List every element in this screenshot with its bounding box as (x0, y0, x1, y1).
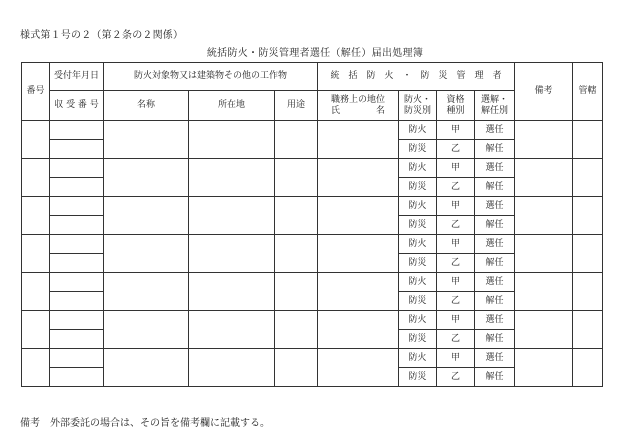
entry-use-cell[interactable] (275, 311, 318, 349)
disaster-label: 防災 (399, 330, 437, 349)
fire-label: 防火 (399, 235, 437, 254)
entry-receipt-number-cell[interactable] (50, 216, 104, 235)
header-name: 名称 (104, 91, 189, 121)
entry-receipt-number-cell[interactable] (50, 292, 104, 311)
otsu-label: 乙 (437, 254, 475, 273)
appoint-label: 選任 (475, 159, 515, 178)
dismiss-label: 解任 (475, 368, 515, 387)
entry-received-date-cell[interactable] (50, 197, 104, 216)
entry-remarks-cell[interactable] (515, 159, 573, 197)
entry-location-cell[interactable] (189, 349, 275, 387)
header-jurisdiction: 管轄 (573, 63, 603, 121)
entry-name-cell[interactable] (104, 349, 189, 387)
dismiss-label: 解任 (475, 140, 515, 159)
entry-number-cell[interactable] (22, 121, 50, 159)
header-building-group: 防火対象物又は建築物その他の工作物 (104, 63, 318, 91)
header-remarks: 備考 (515, 63, 573, 121)
entry-use-cell[interactable] (275, 235, 318, 273)
table-row (22, 121, 603, 140)
appoint-label: 選任 (475, 273, 515, 292)
fire-label: 防火 (399, 197, 437, 216)
table-row (22, 311, 603, 330)
entry-jurisdiction-cell[interactable] (573, 159, 603, 197)
table-row (22, 197, 603, 216)
entry-use-cell[interactable] (275, 349, 318, 387)
entry-number-cell[interactable] (22, 273, 50, 311)
otsu-label: 乙 (437, 140, 475, 159)
header-appoint-line2: 解任別 (480, 105, 508, 116)
header-fire-disaster-line1: 防火・ (403, 95, 431, 106)
fire-label: 防火 (399, 159, 437, 178)
header-qualification-line2: 種別 (446, 105, 465, 116)
header-received-date: 受付年月日 (50, 63, 104, 91)
entry-location-cell[interactable] (189, 235, 275, 273)
kou-label: 甲 (437, 349, 475, 368)
footnote: 備考 外部委託の場合は、その旨を備考欄に記載する。 (20, 418, 270, 429)
entry-remarks-cell[interactable] (515, 311, 573, 349)
entry-position-cell[interactable] (318, 159, 399, 197)
entry-use-cell[interactable] (275, 159, 318, 197)
entry-received-date-cell[interactable] (50, 273, 104, 292)
registry-table (21, 62, 603, 387)
header-manager-group: 統 括 防 火 ・ 防 災 管 理 者 (318, 63, 515, 91)
entry-received-date-cell[interactable] (50, 349, 104, 368)
header-position-line2: 氏 名 (330, 105, 385, 116)
entry-jurisdiction-cell[interactable] (573, 197, 603, 235)
disaster-label: 防災 (399, 140, 437, 159)
fire-label: 防火 (399, 121, 437, 140)
otsu-label: 乙 (437, 178, 475, 197)
entry-jurisdiction-cell[interactable] (573, 273, 603, 311)
entry-use-cell[interactable] (275, 273, 318, 311)
entry-remarks-cell[interactable] (515, 121, 573, 159)
header-appoint (475, 91, 515, 121)
disaster-label: 防災 (399, 254, 437, 273)
entry-name-cell[interactable] (104, 235, 189, 273)
disaster-label: 防災 (399, 368, 437, 387)
entry-jurisdiction-cell[interactable] (573, 235, 603, 273)
entry-name-cell[interactable] (104, 159, 189, 197)
entry-received-date-cell[interactable] (50, 159, 104, 178)
entry-remarks-cell[interactable] (515, 349, 573, 387)
entry-receipt-number-cell[interactable] (50, 254, 104, 273)
entry-number-cell[interactable] (22, 197, 50, 235)
entry-name-cell[interactable] (104, 273, 189, 311)
appoint-label: 選任 (475, 349, 515, 368)
kou-label: 甲 (437, 273, 475, 292)
entry-jurisdiction-cell[interactable] (573, 349, 603, 387)
otsu-label: 乙 (437, 292, 475, 311)
appoint-label: 選任 (475, 197, 515, 216)
header-number: 番号 (22, 63, 50, 121)
kou-label: 甲 (437, 311, 475, 330)
disaster-label: 防災 (399, 292, 437, 311)
table-row (22, 235, 603, 254)
appoint-label: 選任 (475, 311, 515, 330)
entry-received-date-cell[interactable] (50, 235, 104, 254)
entry-remarks-cell[interactable] (515, 197, 573, 235)
entry-name-cell[interactable] (104, 197, 189, 235)
entry-position-cell[interactable] (318, 273, 399, 311)
entry-location-cell[interactable] (189, 197, 275, 235)
dismiss-label: 解任 (475, 178, 515, 197)
dismiss-label: 解任 (475, 292, 515, 311)
kou-label: 甲 (437, 197, 475, 216)
entry-received-date-cell[interactable] (50, 121, 104, 140)
entry-use-cell[interactable] (275, 197, 318, 235)
header-fire-disaster (399, 91, 437, 121)
header-use: 用途 (275, 91, 318, 121)
entry-position-cell[interactable] (318, 197, 399, 235)
page-title: 統括防火・防災管理者選任（解任）届出処理簿 (206, 48, 424, 59)
kou-label: 甲 (437, 159, 475, 178)
dismiss-label: 解任 (475, 254, 515, 273)
entry-name-cell[interactable] (104, 121, 189, 159)
fire-label: 防火 (399, 311, 437, 330)
entry-receipt-number-cell[interactable] (50, 368, 104, 387)
entry-location-cell[interactable] (189, 159, 275, 197)
dismiss-label: 解任 (475, 216, 515, 235)
entry-receipt-number-cell[interactable] (50, 140, 104, 159)
otsu-label: 乙 (437, 368, 475, 387)
otsu-label: 乙 (437, 330, 475, 349)
entry-number-cell[interactable] (22, 311, 50, 349)
entry-remarks-cell[interactable] (515, 235, 573, 273)
entry-jurisdiction-cell[interactable] (573, 311, 603, 349)
appoint-label: 選任 (475, 235, 515, 254)
table-row (22, 159, 603, 178)
header-appoint-line1: 選解・ (480, 95, 508, 106)
header-qualification-line1: 資格 (446, 95, 465, 106)
header-row-1 (22, 63, 603, 91)
entry-name-cell[interactable] (104, 311, 189, 349)
otsu-label: 乙 (437, 216, 475, 235)
header-fire-disaster-line2: 防災別 (403, 105, 431, 116)
appoint-label: 選任 (475, 121, 515, 140)
entry-remarks-cell[interactable] (515, 273, 573, 311)
entry-position-cell[interactable] (318, 349, 399, 387)
entry-position-cell[interactable] (318, 311, 399, 349)
header-position (318, 91, 399, 121)
entry-receipt-number-cell[interactable] (50, 330, 104, 349)
disaster-label: 防災 (399, 178, 437, 197)
entry-location-cell[interactable] (189, 273, 275, 311)
fire-label: 防火 (399, 349, 437, 368)
table-row (22, 349, 603, 368)
entry-location-cell[interactable] (189, 311, 275, 349)
kou-label: 甲 (437, 121, 475, 140)
disaster-label: 防災 (399, 216, 437, 235)
entry-number-cell[interactable] (22, 349, 50, 387)
entry-use-cell[interactable] (275, 121, 318, 159)
entry-position-cell[interactable] (318, 121, 399, 159)
entry-number-cell[interactable] (22, 235, 50, 273)
header-location: 所在地 (189, 91, 275, 121)
entry-position-cell[interactable] (318, 235, 399, 273)
entry-jurisdiction-cell[interactable] (573, 121, 603, 159)
kou-label: 甲 (437, 235, 475, 254)
header-position-line1: 職務上の地位 (330, 95, 385, 106)
table-row (22, 273, 603, 292)
header-qualification (437, 91, 475, 121)
form-number: 様式第１号の２（第２条の２関係） (20, 30, 184, 41)
header-receipt-number: 収 受 番 号 (50, 91, 104, 121)
entry-received-date-cell[interactable] (50, 311, 104, 330)
fire-label: 防火 (399, 273, 437, 292)
entry-receipt-number-cell[interactable] (50, 178, 104, 197)
entry-number-cell[interactable] (22, 159, 50, 197)
dismiss-label: 解任 (475, 330, 515, 349)
entry-location-cell[interactable] (189, 121, 275, 159)
